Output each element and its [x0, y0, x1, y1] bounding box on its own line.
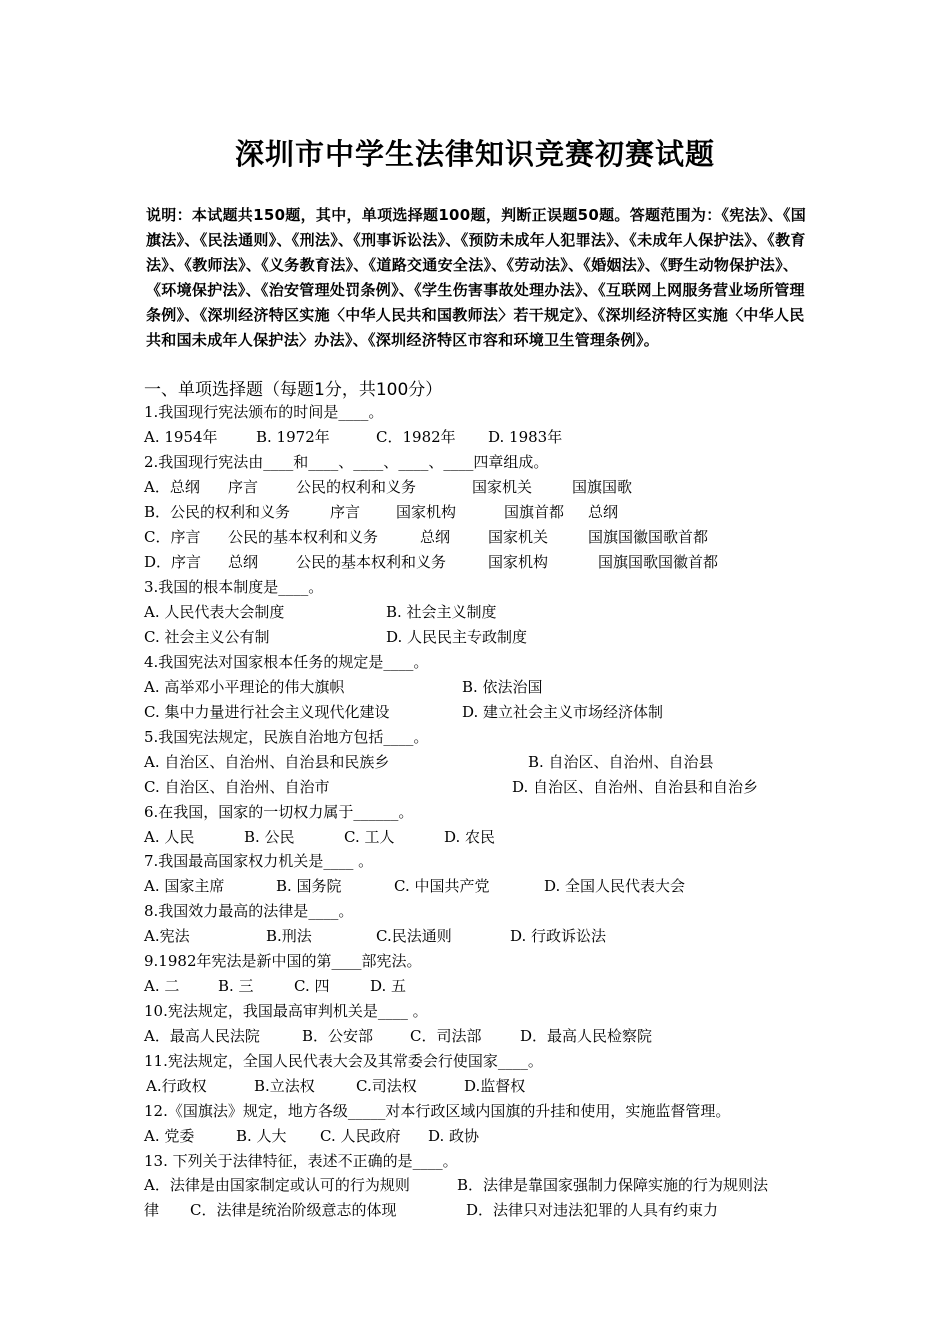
option-part: 国旗国歌	[572, 478, 633, 496]
option-c: C.民法通则	[376, 927, 452, 945]
option-b: B. 依法治国	[462, 678, 543, 696]
option-d: D. 政协	[428, 1127, 480, 1145]
option-part: A．总纲	[144, 478, 200, 496]
option-part: 总纲	[588, 503, 619, 521]
option-a: A. 人民	[144, 828, 195, 846]
option-d: D. 建立社会主义市场经济体制	[462, 703, 664, 721]
question-11: 11.宪法规定，全国人民代表大会及其常委会行使国家____。	[144, 1052, 543, 1070]
option-b: B．公安部	[302, 1027, 374, 1045]
option-part: 序言	[330, 503, 361, 521]
option-d: D. 人民民主专政制度	[386, 628, 528, 646]
option-a: A. 二	[144, 977, 180, 995]
option-part: 国家机构	[396, 503, 457, 521]
option-c: C. 工人	[344, 828, 395, 846]
option-a: A. 人民代表大会制度	[144, 603, 285, 621]
option-d: D．法律只对违法犯罪的人具有约束力	[466, 1201, 719, 1219]
option-b-continued: 律	[144, 1201, 160, 1219]
option-part: D．序言	[144, 553, 202, 571]
option-a: A.宪法	[144, 927, 190, 945]
option-c: C. 四	[294, 977, 330, 995]
option-part: 国家机构	[488, 553, 549, 571]
option-b: B. 三	[218, 977, 254, 995]
option-c: C．法律是统治阶级意志的体现	[190, 1201, 397, 1219]
page-title: 深圳市中学生法律知识竞赛初赛试题	[234, 137, 715, 171]
option-a: A. 1954年	[144, 428, 218, 446]
question-2: 2.我国现行宪法由____和____、____、____、____四章组成。	[144, 453, 549, 471]
option-part: 序言	[228, 478, 259, 496]
question-13: 13. 下列关于法律特征，表述不正确的是____。	[144, 1152, 458, 1170]
question-9: 9.1982年宪法是新中国的第____部宪法。	[144, 952, 422, 970]
option-a: A．法律是由国家制定或认可的行为规则	[144, 1176, 410, 1194]
option-b: B. 公民	[244, 828, 295, 846]
section-heading: 一、单项选择题（每题1分，共100分）	[144, 380, 443, 400]
option-b: B.刑法	[266, 927, 312, 945]
option-b: B. 国务院	[276, 877, 342, 895]
option-c: C.司法权	[356, 1077, 417, 1095]
question-3: 3.我国的根本制度是____。	[144, 578, 324, 596]
question-7: 7.我国最高国家权力机关是____ 。	[144, 852, 374, 870]
option-d: D. 1983年	[488, 428, 563, 446]
option-c: C．1982年	[376, 428, 456, 446]
option-d: D. 全国人民代表大会	[544, 877, 686, 895]
option-part: 公民的基本权利和义务	[228, 528, 379, 546]
option-part: C．序言	[144, 528, 201, 546]
option-d: D. 行政诉讼法	[510, 927, 607, 945]
option-a: A. 高举邓小平理论的伟大旗帜	[144, 678, 345, 696]
option-part: 国家机关	[472, 478, 533, 496]
question-10: 10.宪法规定，我国最高审判机关是____ 。	[144, 1002, 428, 1020]
question-12: 12.《国旗法》规定，地方各级_____对本行政区域内国旗的升挂和使用，实施监督管理。	[144, 1102, 731, 1120]
intro-paragraph: 说明：本试题共150题，其中，单项选择题100题，判断正误题50题。答题范围为：《宪法》、《国旗法》、《民法通则》、《刑法》、《刑事诉讼法》、《预防未成年人犯罪法》、《未成年人保护法》、《教育法》、《教师法》、《义务教育法》、《道路交通安全法》、《劳动法》、《婚姻法》、《野生动物保护法》、《环境保护法》、《治安管理处罚条例》、《学生伤害事故处理办法》、《互联网上网服务营业场所管理条例》、《深圳经济特区实施〈中华人民共和国教师法〉若干规定》、《深圳经济特区实施〈中华人民共和国未成年人保护法〉办法》、《深圳经济特区市容和环境卫生管理条例》。	[146, 206, 807, 349]
option-a: A. 自治区、自治州、自治县和民族乡	[144, 753, 390, 771]
option-d: D. 自治区、自治州、自治县和自治乡	[512, 778, 759, 796]
question-5: 5.我国宪法规定，民族自治地方包括____。	[144, 728, 429, 746]
question-4: 4.我国宪法对国家根本任务的规定是____。	[144, 653, 429, 671]
option-c: C. 集中力量进行社会主义现代化建设	[144, 703, 390, 721]
option-d: D. 五	[370, 977, 407, 995]
option-d: D.监督权	[464, 1077, 526, 1095]
option-c: C. 中国共产党	[394, 877, 490, 895]
option-a: A. 党委	[144, 1127, 195, 1145]
option-c: C. 社会主义公有制	[144, 628, 270, 646]
option-a: A．最高人民法院	[144, 1027, 260, 1045]
question-6: 6.在我国，国家的一切权力属于______。	[144, 803, 414, 821]
option-part: 国旗首都	[504, 503, 565, 521]
option-b: B．法律是靠国家强制力保障实施的行为规则法	[457, 1176, 769, 1194]
option-part: 国家机关	[488, 528, 549, 546]
option-part: 公民的基本权利和义务	[296, 553, 447, 571]
option-part: 公民的权利和义务	[296, 478, 417, 496]
option-b: B. 1972年	[256, 428, 330, 446]
option-part: 总纲	[228, 553, 259, 571]
option-b: B. 社会主义制度	[386, 603, 497, 621]
option-c: C. 人民政府	[320, 1127, 401, 1145]
option-part: 总纲	[420, 528, 451, 546]
option-d: D. 农民	[444, 828, 496, 846]
option-c: C. 自治区、自治州、自治市	[144, 778, 330, 796]
option-d: D．最高人民检察院	[520, 1027, 653, 1045]
option-b: B. 人大	[236, 1127, 287, 1145]
option-part: B．公民的权利和义务	[144, 503, 291, 521]
option-c: C．司法部	[410, 1027, 482, 1045]
question-1: 1.我国现行宪法颁布的时间是____。	[144, 403, 384, 421]
option-b: B. 自治区、自治州、自治县	[528, 753, 714, 771]
option-b: B.立法权	[254, 1077, 315, 1095]
option-a: A.行政权	[146, 1077, 207, 1095]
question-8: 8.我国效力最高的法律是____。	[144, 902, 354, 920]
option-part: 国旗国徽国歌首都	[588, 528, 709, 546]
option-part: 国旗国歌国徽首都	[598, 553, 719, 571]
option-a: A. 国家主席	[144, 877, 225, 895]
